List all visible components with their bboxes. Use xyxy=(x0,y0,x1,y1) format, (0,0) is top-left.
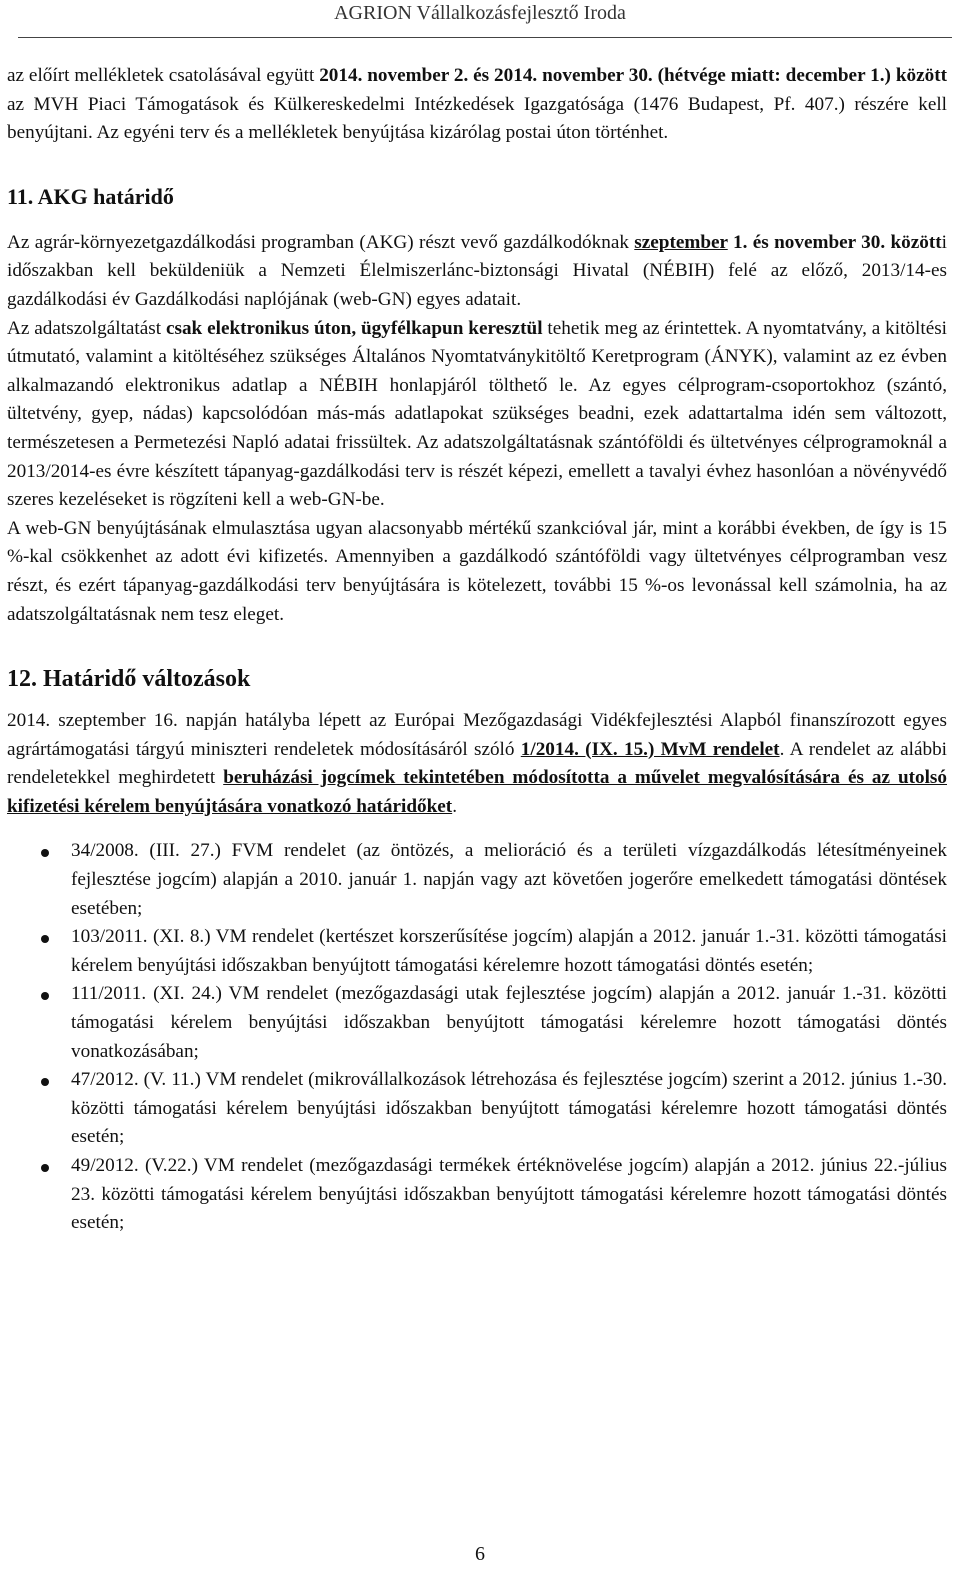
list-item-text: 49/2012. (V.22.) VM rendelet (mezőgazdasági termékek értéknövelése jogcím) alapján a 2012. június 22.-július 23. közötti támogatási kérelem benyújtási időszakban benyújtott támogatási kérelemre hozott támogatási döntés esetén; xyxy=(71,1155,947,1234)
list-item xyxy=(7,837,947,923)
s11-p1-text-a: Az agrár-környezetgazdálkodási programban (AKG) részt vevő gazdálkodóknak xyxy=(7,231,635,253)
s12-p1-text-a: 2014. szeptember 16. napján hatályba lépett az Európai Mezőgazdasági Vidékfejlesztési Alapból finanszírozott egyes agrártámogatási tárgyú miniszteri rendeletek módosításáról szóló xyxy=(7,710,947,760)
section-12-title: 12. Határidő változások xyxy=(7,666,251,693)
s11-p2-text-a: Az adatszolgáltatást xyxy=(7,317,166,339)
section-11-title: 11. AKG határidő xyxy=(7,183,174,209)
list-item xyxy=(7,923,947,980)
section-11-paragraph-1 xyxy=(7,229,947,315)
bullet-icon xyxy=(41,849,49,857)
list-item-text: 47/2012. (V. 11.) VM rendelet (mikrovállalkozások létrehozása és fejlesztése jogcím) szerint a 2012. június 1.-30. közötti támogatási kérelem benyújtási időszakban benyújtott támogatási kérelemre hozott támogatási döntés esetén; xyxy=(71,1069,947,1148)
bullet-icon xyxy=(41,992,49,1000)
s12-p1-text-e: . xyxy=(452,795,457,817)
intro-text-2: az MVH Piaci Támogatások és Külkereskedelmi Intézkedések Igazgatósága (1476 Budapest, Pf. 407.) részére kell benyújtani. Az egyéni terv és a mellékletek benyújtása kizárólag postai úton történhet. xyxy=(7,93,947,144)
bullet-icon xyxy=(41,1078,49,1086)
running-header: AGRION Vállalkozásfejlesztő Iroda xyxy=(334,2,626,24)
s11-p1-text-d: i időszakban kell beküldeniük a Nemzeti Élelmiszerlánc-biztonsági Hivatal (NÉBIH) felé az előző, 2013/14-es gazdálkodási év Gazdálkodási naplójának (web-GN) egyes adatait. xyxy=(7,231,947,310)
s12-p1-emphasis: beruházási jogcímek tekintetében módosította a művelet megvalósítására és az utolsó kifizetési kérelem benyújtására vonatkozó határidőket xyxy=(7,767,947,817)
s12-p1-regulation: 1/2014. (IX. 15.) MvM rendelet xyxy=(520,738,780,760)
s11-p2-text-c: tehetik meg az érintettek. A nyomtatvány, a kitöltési útmutató, valamint a kitöltéséhez szükséges Általános Nyomtatványkitöltő Keretprogram (ÁNYK), valamint az ez évben alkalmazandó elektronikus adatlap a NÉBIH honlapjáról tölthető le. Az egyes célprogram-csoportokhoz (szántó, ültetvény, gyep, nádas) kapcsolódóan más-más adatlapokat szükséges beadni, ezek adattartalma idén sem változott, természetesen a Permetezési Napló adatai frissültek. Az adatszolgáltatásnak szántóföldi és ültetvényes célprogramoknál a 2013/2014-es évre készített tápanyag-gazdálkodási terv is részét képezi, emellett a tavalyi évhez hasonlóan a növényvédő szeres kezeléseket is rögzíteni kell a web-GN-be. xyxy=(7,317,948,511)
section-11-paragraph-3: A web-GN benyújtásának elmulasztása ugyan alacsonyabb mértékű szankcióval jár, mint a korábbi években, de így is 15 %-kal csökkenhet az adott évi kifizetés. Amennyiben a gazdálkodó szántóföldi vagy ültetvényes célprogramban vesz részt, és ezért tápanyag-gazdálkodási terv benyújtására is kötelezett, további 15 %-os levonással kell számolnia, ha az adatszolgáltatásnak nem tesz eleget. xyxy=(7,517,947,625)
list-item xyxy=(7,980,947,1066)
intro-paragraph xyxy=(7,62,947,148)
s11-p2-method: csak elektronikus úton, ügyfélkapun keresztül xyxy=(165,317,543,339)
header-rule xyxy=(18,37,952,38)
intro-text-1: az előírt mellékletek csatolásával együtt xyxy=(7,65,320,86)
intro-deadline: 2014. november 2. és 2014. november 30. (hétvége miatt: december 1.) között xyxy=(319,65,947,86)
s11-p1-month: szeptember xyxy=(634,231,728,253)
bullet-icon xyxy=(41,935,49,943)
section-11-paragraph-2 xyxy=(7,315,947,515)
list-item xyxy=(7,1152,947,1238)
list-item-text: 111/2011. (XI. 24.) VM rendelet (mezőgazdasági utak fejlesztése jogcím) alapján a 2012. január 1.-31. közötti támogatási kérelem benyújtási időszakban benyújtott támogatási kérelemre hozott támogatási döntés vonatkozásában; xyxy=(71,983,947,1062)
list-item-text: 103/2011. (XI. 8.) VM rendelet (kertészet korszerűsítése jogcím) alapján a 2012. január 1.-31. közötti támogatási kérelem benyújtási időszakban benyújtott támogatási kérelemre hozott támogatási döntés esetén; xyxy=(71,926,947,976)
page-number: 6 xyxy=(475,1543,485,1565)
list-item xyxy=(7,1066,947,1152)
s12-p1-text-c: . A rendelet az alábbi rendeletekkel meghirdetett xyxy=(7,738,947,789)
bullet-icon xyxy=(41,1164,49,1172)
list-item-text: 34/2008. (III. 27.) FVM rendelet (az öntözés, a melioráció és a területi vízgazdálkodás létesítményeinek fejlesztése jogcím) alapján a 2010. január 1. napján vagy azt követően jogerőre emelkedett támogatási döntések esetében; xyxy=(71,840,947,919)
document-body xyxy=(7,62,947,1238)
section-12-paragraph-1 xyxy=(7,707,947,821)
s11-p1-period: 1. és november 30. között xyxy=(727,231,942,253)
regulation-list xyxy=(7,837,947,1237)
